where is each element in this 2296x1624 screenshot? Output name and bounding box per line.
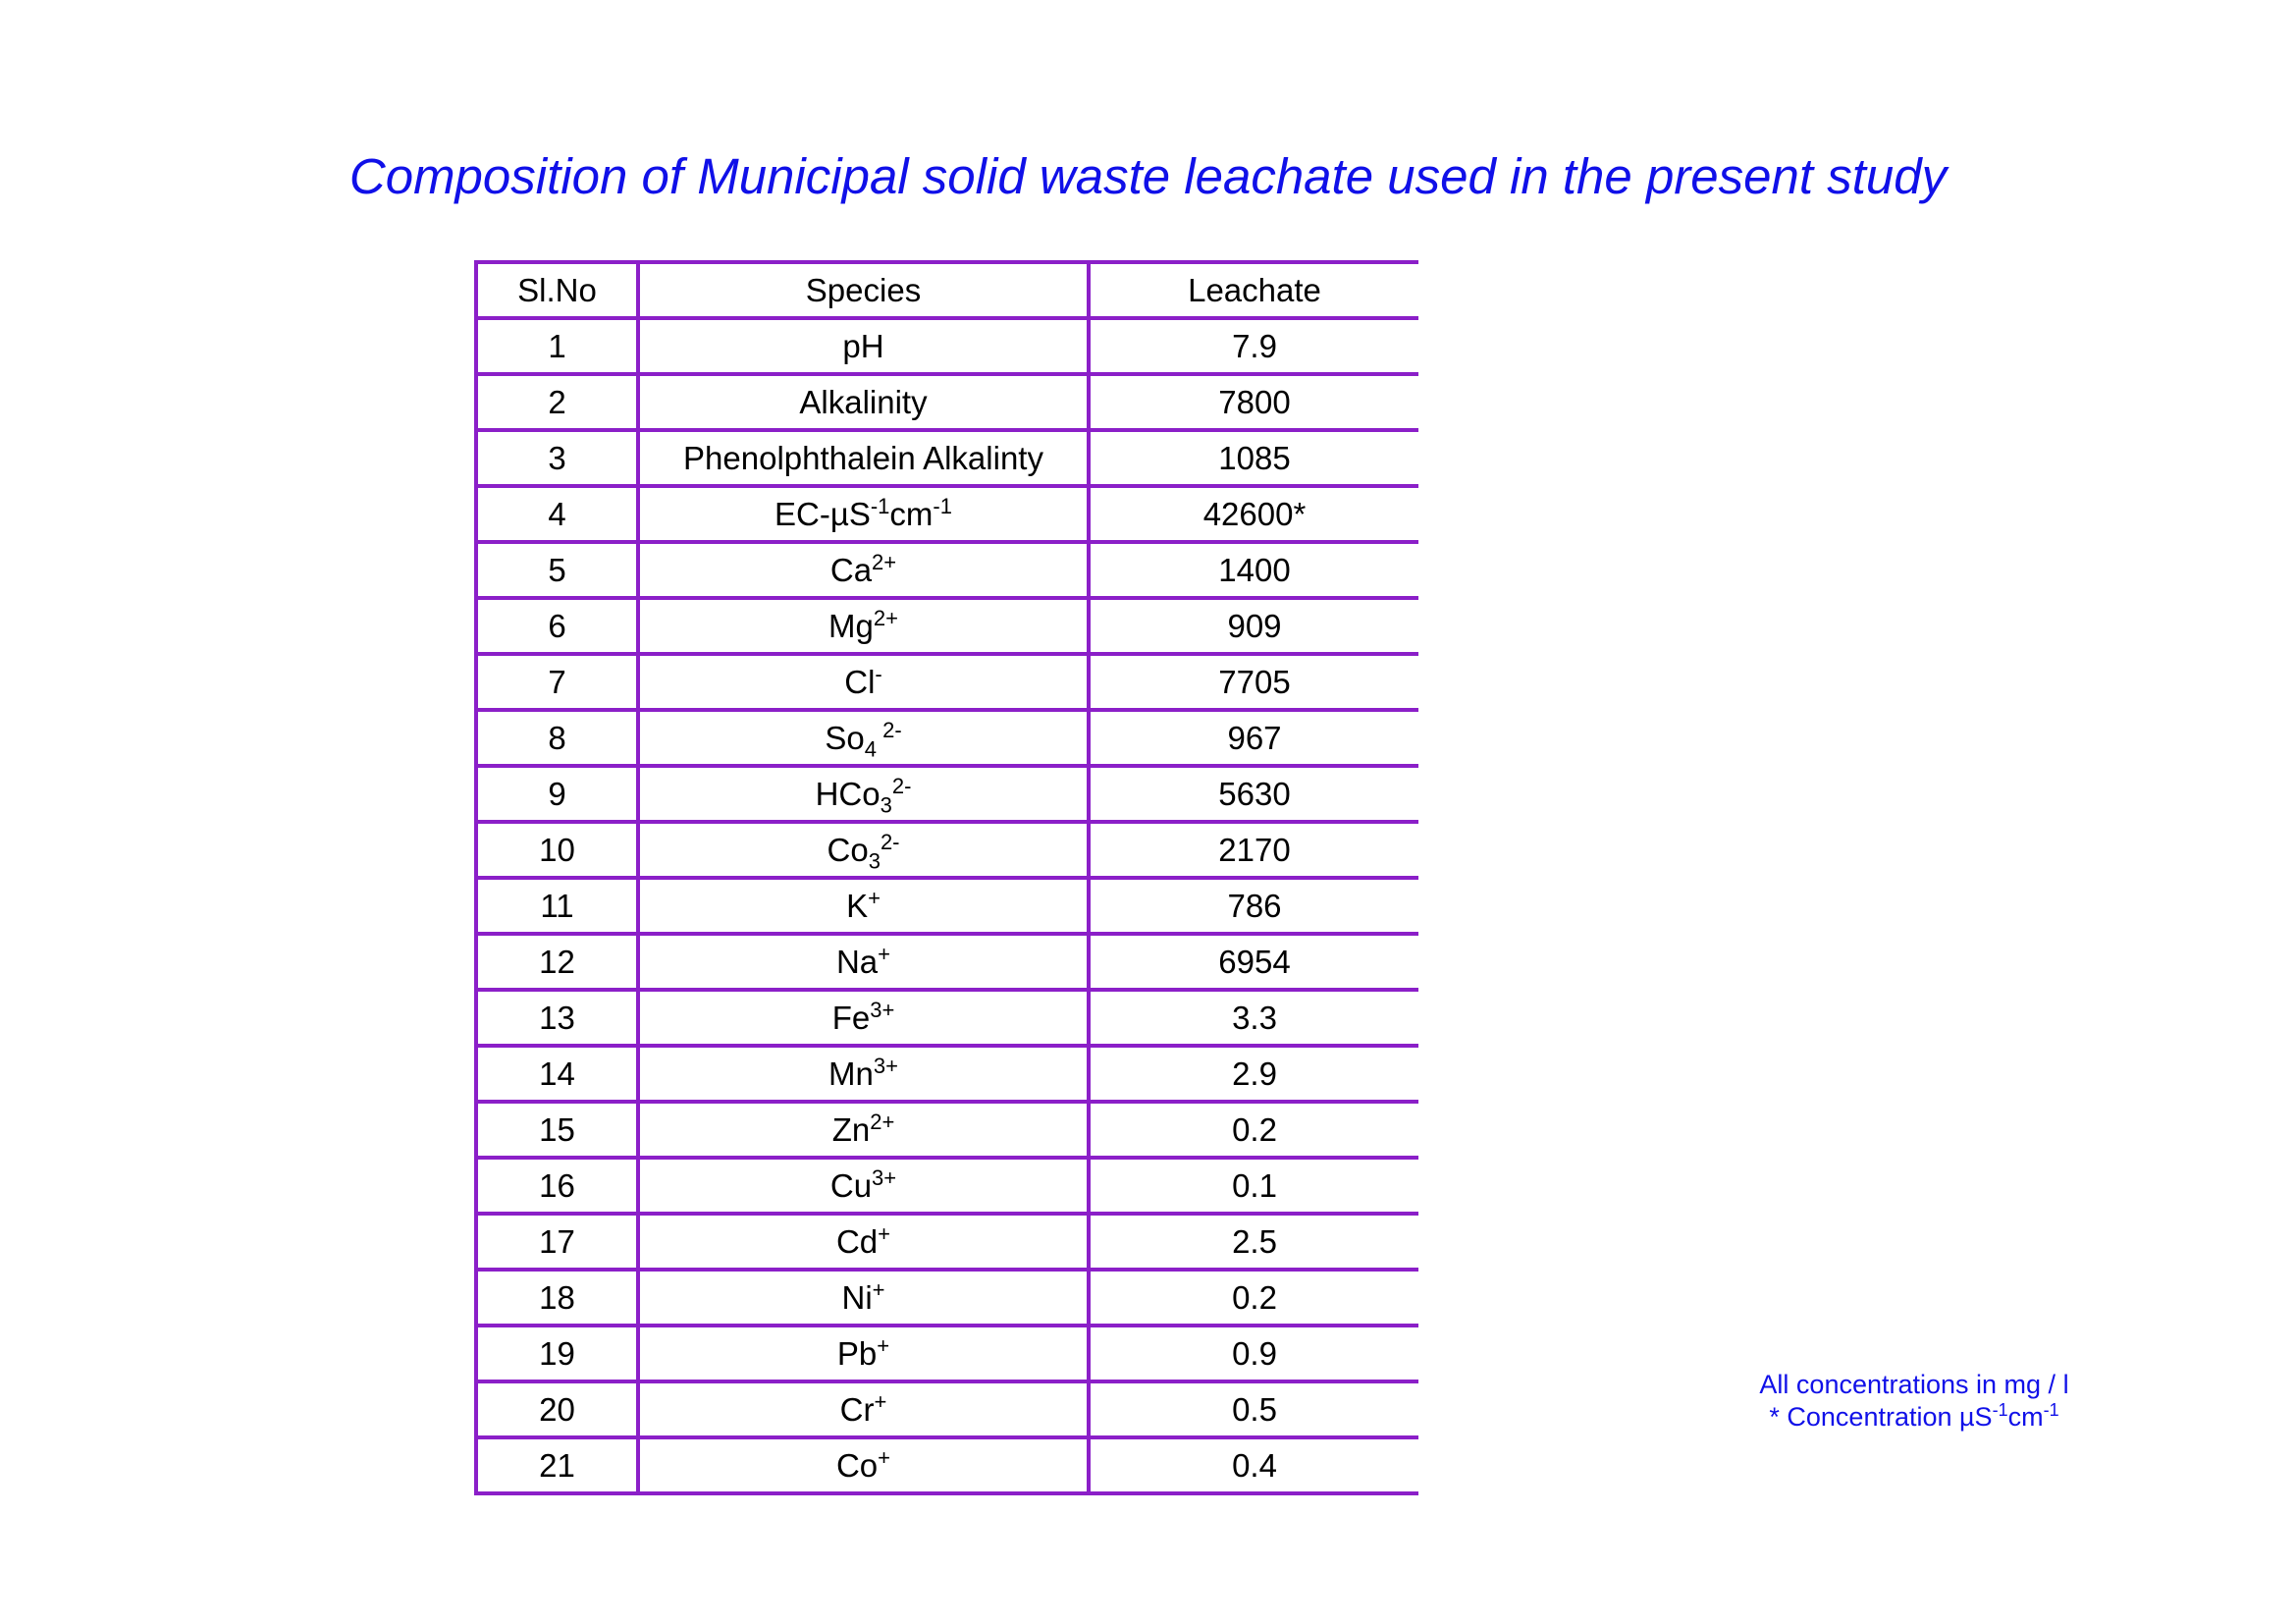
- species-superscript: -1: [933, 493, 952, 518]
- species-name: Mn: [828, 1055, 874, 1092]
- cell-species: [638, 542, 1089, 598]
- species-superscript: +: [877, 1332, 890, 1358]
- cell-species: [638, 1214, 1089, 1270]
- cell-leachate-value: 7800: [1089, 374, 1418, 430]
- header-species: Species: [638, 262, 1089, 318]
- species-name: HCo: [815, 775, 881, 812]
- cell-leachate-value: 0.2: [1089, 1102, 1418, 1158]
- cell-sl-no: 3: [476, 430, 638, 486]
- cell-species: [638, 654, 1089, 710]
- species-name: So: [825, 719, 865, 756]
- cell-sl-no: 13: [476, 990, 638, 1046]
- cell-species: [638, 1046, 1089, 1102]
- footnote-units: All concentrations in mg / l: [1759, 1370, 2069, 1399]
- cell-leachate-value: 967: [1089, 710, 1418, 766]
- table-row: [476, 710, 1418, 766]
- cell-species: [638, 1270, 1089, 1326]
- table-row: [476, 1046, 1418, 1102]
- cell-leachate-value: 0.4: [1089, 1437, 1418, 1493]
- species-name: pH: [842, 327, 884, 364]
- cell-species: [638, 710, 1089, 766]
- footnote-conductivity: [1708, 1401, 2120, 1434]
- species-superscript: +: [874, 1388, 887, 1414]
- cell-species: [638, 318, 1089, 374]
- species-superscript: 2-: [891, 773, 912, 798]
- cell-leachate-value: 7705: [1089, 654, 1418, 710]
- cell-sl-no: 20: [476, 1381, 638, 1437]
- table-row: [476, 1381, 1418, 1437]
- cell-species: [638, 990, 1089, 1046]
- cell-species: [638, 486, 1089, 542]
- cell-leachate-value: 2.5: [1089, 1214, 1418, 1270]
- species-name: Cr: [839, 1390, 875, 1428]
- cell-species: [638, 1326, 1089, 1381]
- cell-leachate-value: 786: [1089, 878, 1418, 934]
- cell-sl-no: 2: [476, 374, 638, 430]
- species-name: Co: [827, 831, 869, 868]
- table-row: [476, 598, 1418, 654]
- species-superscript: +: [878, 1444, 891, 1470]
- species-name: Zn: [831, 1110, 871, 1148]
- species-name: Co: [835, 1446, 879, 1484]
- table-row: [476, 374, 1418, 430]
- species-superscript: 2+: [870, 1109, 895, 1134]
- cell-species: [638, 766, 1089, 822]
- species-superscript: 2+: [872, 549, 897, 574]
- header-sl-no: Sl.No: [476, 262, 638, 318]
- cell-leachate-value: 42600*: [1089, 486, 1418, 542]
- cell-species: [638, 1158, 1089, 1214]
- cell-leachate-value: 0.2: [1089, 1270, 1418, 1326]
- cell-sl-no: 9: [476, 766, 638, 822]
- species-subscript: 3: [868, 848, 881, 874]
- table-row: [476, 1270, 1418, 1326]
- cell-species: [638, 934, 1089, 990]
- species-name: Mg: [828, 607, 874, 644]
- species-superscript: +: [878, 1220, 891, 1246]
- cell-species: [638, 374, 1089, 430]
- table-container: [474, 260, 1418, 1561]
- cell-leachate-value: 6954: [1089, 934, 1418, 990]
- cell-leachate-value: 3.3: [1089, 990, 1418, 1046]
- table-row: [476, 486, 1418, 542]
- species-superscript: 2-: [880, 829, 900, 854]
- cell-sl-no: 21: [476, 1437, 638, 1493]
- cell-sl-no: 18: [476, 1270, 638, 1326]
- species-superscript: 3+: [870, 997, 895, 1022]
- cell-species: [638, 1381, 1089, 1437]
- species-superscript: 3+: [872, 1164, 897, 1190]
- table-row: [476, 1437, 1418, 1493]
- footnote: [1708, 1369, 2120, 1434]
- species-name-part: cm: [889, 495, 934, 532]
- species-name: Fe: [831, 999, 871, 1036]
- cell-leachate-value: 0.5: [1089, 1381, 1418, 1437]
- table-row: [476, 878, 1418, 934]
- cell-sl-no: 7: [476, 654, 638, 710]
- species-superscript: 2-: [876, 717, 902, 742]
- table-row: [476, 1326, 1418, 1381]
- species-name: Phenolphthalein Alkalinty: [683, 439, 1043, 476]
- cell-leachate-value: 7.9: [1089, 318, 1418, 374]
- cell-sl-no: 4: [476, 486, 638, 542]
- species-name: EC-µS: [774, 495, 871, 532]
- cell-sl-no: 10: [476, 822, 638, 878]
- footnote-prefix: * Concentration µS: [1769, 1402, 1993, 1432]
- header-leachate: Leachate: [1089, 262, 1418, 318]
- table-row: [476, 318, 1418, 374]
- species-name: Na: [835, 943, 879, 980]
- footnote-mid: cm: [2007, 1402, 2044, 1432]
- cell-sl-no: 1: [476, 318, 638, 374]
- species-name: Cl: [844, 663, 876, 700]
- table-row: [476, 1102, 1418, 1158]
- cell-sl-no: 8: [476, 710, 638, 766]
- species-name: Ni: [841, 1278, 873, 1316]
- footnote-sup-2: -1: [2043, 1400, 2059, 1420]
- cell-leachate-value: 0.1: [1089, 1158, 1418, 1214]
- species-subscript: 4: [864, 736, 877, 762]
- species-name: K: [846, 887, 869, 924]
- table-row: [476, 934, 1418, 990]
- cell-sl-no: 16: [476, 1158, 638, 1214]
- species-superscript: 3+: [873, 1053, 898, 1078]
- species-superscript: -1: [870, 493, 890, 518]
- species-name: Cd: [835, 1222, 879, 1260]
- table-header-row: [476, 262, 1418, 318]
- cell-sl-no: 5: [476, 542, 638, 598]
- leachate-composition-table: [474, 260, 1418, 1495]
- cell-leachate-value: 2.9: [1089, 1046, 1418, 1102]
- species-superscript: +: [872, 1276, 885, 1302]
- cell-species: [638, 598, 1089, 654]
- table-row: [476, 990, 1418, 1046]
- species-subscript: 3: [880, 792, 892, 818]
- species-superscript: +: [868, 885, 881, 910]
- table-row: [476, 654, 1418, 710]
- cell-leachate-value: 5630: [1089, 766, 1418, 822]
- table-row: [476, 822, 1418, 878]
- cell-sl-no: 19: [476, 1326, 638, 1381]
- cell-sl-no: 14: [476, 1046, 638, 1102]
- page-title: Composition of Municipal solid waste leachate used in the present study: [348, 148, 1948, 204]
- cell-sl-no: 12: [476, 934, 638, 990]
- species-superscript: +: [878, 941, 891, 966]
- cell-leachate-value: 1085: [1089, 430, 1418, 486]
- table-row: [476, 430, 1418, 486]
- cell-species: [638, 1437, 1089, 1493]
- table-row: [476, 1214, 1418, 1270]
- cell-leachate-value: 909: [1089, 598, 1418, 654]
- cell-leachate-value: 2170: [1089, 822, 1418, 878]
- table-row: [476, 1158, 1418, 1214]
- species-name: Cu: [829, 1166, 873, 1204]
- footnote-sup-1: -1: [1992, 1400, 2008, 1420]
- cell-leachate-value: 0.9: [1089, 1326, 1418, 1381]
- table-row: [476, 766, 1418, 822]
- species-superscript: -: [875, 661, 882, 686]
- species-name: Pb: [836, 1334, 878, 1372]
- cell-sl-no: 11: [476, 878, 638, 934]
- cell-leachate-value: 1400: [1089, 542, 1418, 598]
- cell-sl-no: 15: [476, 1102, 638, 1158]
- cell-sl-no: 17: [476, 1214, 638, 1270]
- species-name: Ca: [829, 551, 873, 588]
- species-name: Alkalinity: [799, 383, 928, 420]
- table-body: [476, 318, 1418, 1493]
- cell-species: [638, 1102, 1089, 1158]
- cell-species: [638, 430, 1089, 486]
- cell-sl-no: 6: [476, 598, 638, 654]
- table-row: [476, 542, 1418, 598]
- species-superscript: 2+: [873, 605, 898, 630]
- cell-species: [638, 878, 1089, 934]
- cell-species: [638, 822, 1089, 878]
